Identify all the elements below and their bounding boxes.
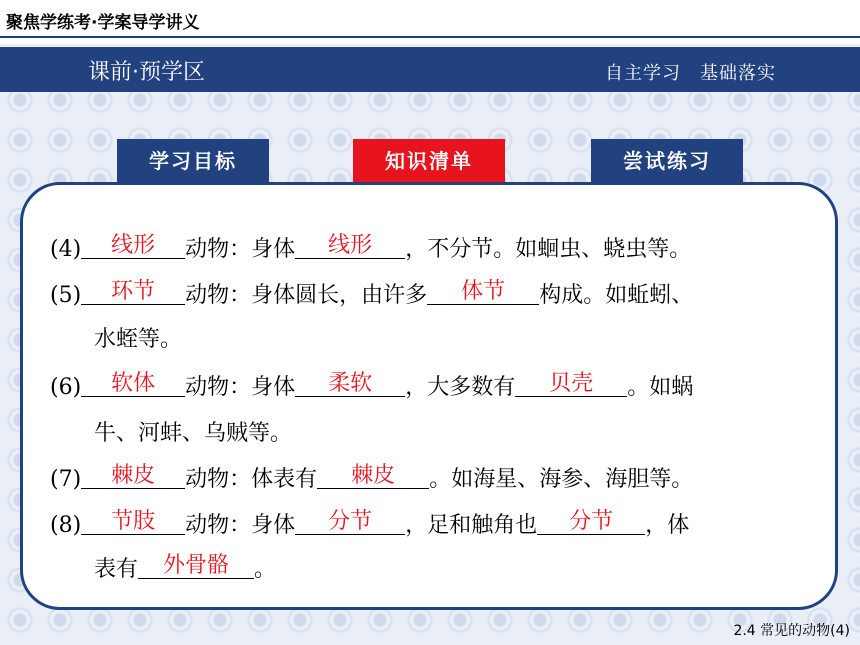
section-title: 课前·预学区 [88,60,205,85]
line-text: 构成。如蚯蚓、 [539,283,694,308]
content-line-6 [50,370,693,401]
content-line-7 [50,462,693,493]
line-text: 动物：体表有 [185,467,318,492]
line-text: ，体 [645,513,690,538]
line-text: 。如海星、海参、海胆等。 [429,467,694,492]
answer-blank: 柔软 [295,372,405,397]
line-text: 。 [254,557,277,582]
content-line-6b [94,416,292,447]
content-line-5b [94,322,182,353]
answer-blank: 节肢 [81,510,185,535]
content-line-4 [50,232,691,263]
item-number: (8) [50,513,82,538]
item-number: (6) [50,375,82,400]
line-text: ，大多数有 [405,375,516,400]
answer-blank: 棘皮 [81,464,185,489]
section-band [0,47,860,92]
content-line-5 [50,278,693,309]
content-line-8 [50,508,689,539]
line-text: 表有 [94,557,139,582]
line-text: 动物：身体 [185,375,296,400]
answer-blank: 棘皮 [317,464,429,489]
tab-practice[interactable]: 尝试练习 [591,139,743,183]
line-text: ，足和触角也 [405,513,538,538]
answer-blank: 线形 [81,234,185,259]
answer-blank: 线形 [295,234,405,259]
answer-blank: 分节 [295,510,405,535]
tab-knowledge-list[interactable]: 知识清单 [353,139,505,183]
tab-learning-goals[interactable]: 学习目标 [117,139,269,183]
line-text: 牛、河蚌、乌贼等。 [94,421,293,446]
answer-blank: 体节 [427,280,539,305]
line-text: 水蛭等。 [94,327,183,352]
header-bar [0,0,860,44]
answer-blank: 软体 [81,372,185,397]
line-text: 动物：身体圆长，由许多 [185,283,428,308]
item-number: (5) [50,283,82,308]
answer-blank: 贝壳 [515,372,627,397]
page-footer: 2.4 常见的动物(4) [733,623,850,639]
line-text: 动物：身体 [185,237,296,262]
answer-blank: 环节 [81,280,185,305]
header-divider [0,36,860,38]
item-number: (4) [50,237,82,262]
line-text: 动物：身体 [185,513,296,538]
item-number: (7) [50,467,82,492]
answer-blank: 分节 [537,510,645,535]
line-text: ，不分节。如蛔虫、蛲虫等。 [405,237,692,262]
line-text: 。如蜗 [627,375,694,400]
section-subtitle: 自主学习 基础落实 [605,63,776,84]
content-line-8b [94,552,276,583]
answer-blank: 外骨骼 [138,554,254,579]
header-title: 聚焦学练考·学案导学讲义 [6,13,200,33]
